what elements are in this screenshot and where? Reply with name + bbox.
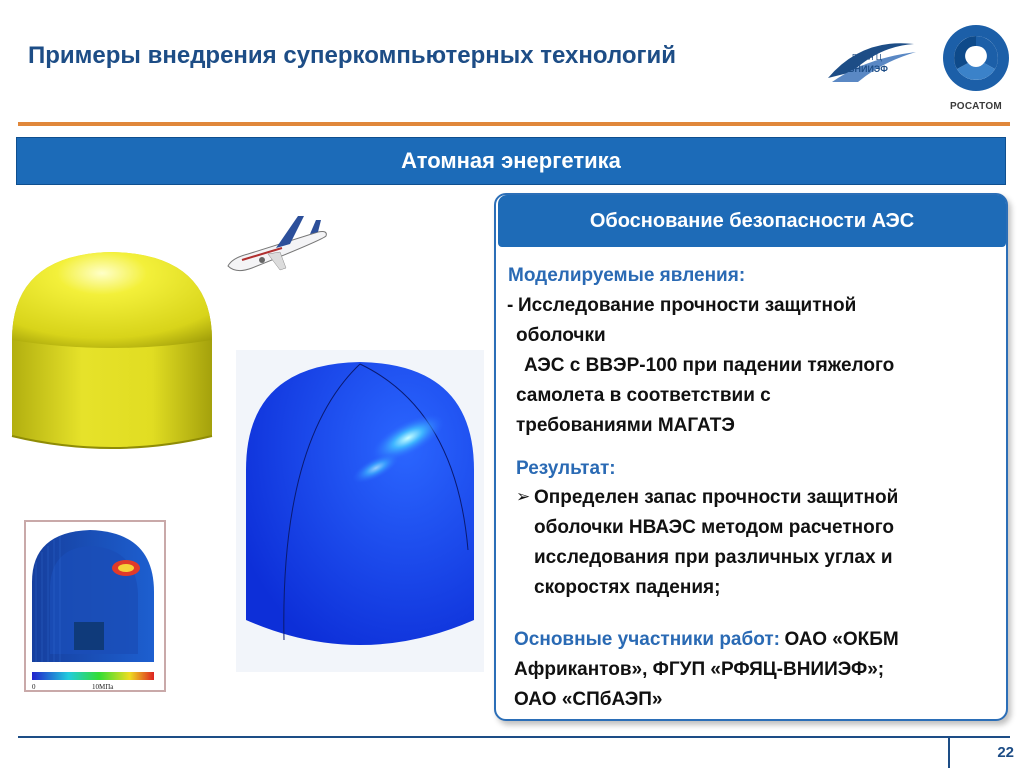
result-label: Результат:	[516, 458, 616, 479]
blue-stress-simulation-image	[236, 350, 484, 672]
result-line-2: оболочки НВАЭС методом расчетного	[534, 517, 894, 538]
panel-header	[498, 195, 1006, 247]
result-line-3: исследования при различных углах и	[534, 547, 893, 568]
participants-first: ОАО «ОКБМ	[784, 629, 899, 650]
page-title: Примеры внедрения суперкомпьютерных технологий	[28, 42, 677, 69]
participants-line-2: Африкантов», ФГУП «РФЯЦ-ВНИИЭФ»;	[514, 659, 885, 680]
page-number: 22	[997, 744, 1014, 761]
airplane-image	[222, 210, 332, 278]
phenomena-line-2: оболочки	[516, 325, 606, 346]
result-line-1: Определен запас прочности защитной	[534, 487, 899, 508]
participants-line-1	[514, 629, 899, 651]
section-title-bar	[16, 137, 1006, 185]
footer-tick	[948, 736, 950, 768]
phenomena-dash: -	[507, 295, 514, 316]
scale-max-label: 10МПа	[92, 683, 114, 690]
phenomena-line-1: Исследование прочности защитной	[518, 295, 857, 316]
result-bullet-icon: ➢	[516, 487, 531, 506]
scale-min-label: 0	[32, 683, 36, 690]
rfyac-logo-text: Р Ф Я Ц	[852, 53, 882, 62]
phenomena-line-4: самолета в соответствии с	[516, 385, 771, 406]
result-line-4: скоростях падения;	[534, 577, 721, 598]
participants-label: Основные участники работ:	[514, 629, 780, 650]
rosatom-logo-text: РОСАТОМ	[949, 101, 1003, 112]
participants-line-3: ОАО «СПбАЭП»	[514, 689, 663, 710]
rosatom-logo	[936, 22, 1016, 114]
containment-cross-section-image	[24, 520, 166, 692]
section-title: Атомная энергетика	[401, 148, 621, 173]
vniief-logo-text: ВНИИЭФ	[848, 64, 888, 74]
header-divider	[18, 122, 1010, 126]
panel-title: Обоснование безопасности АЭС	[589, 209, 915, 232]
phenomena-line-3: АЭС с ВВЭР-100 при падении тяжелого	[524, 355, 895, 376]
footer-divider	[18, 736, 1010, 738]
rfyac-vniief-logo	[822, 32, 920, 92]
phenomena-label: Моделируемые явления:	[508, 265, 746, 286]
yellow-containment-model-image	[4, 240, 220, 468]
phenomena-line-5: требованиями МАГАТЭ	[516, 415, 735, 436]
